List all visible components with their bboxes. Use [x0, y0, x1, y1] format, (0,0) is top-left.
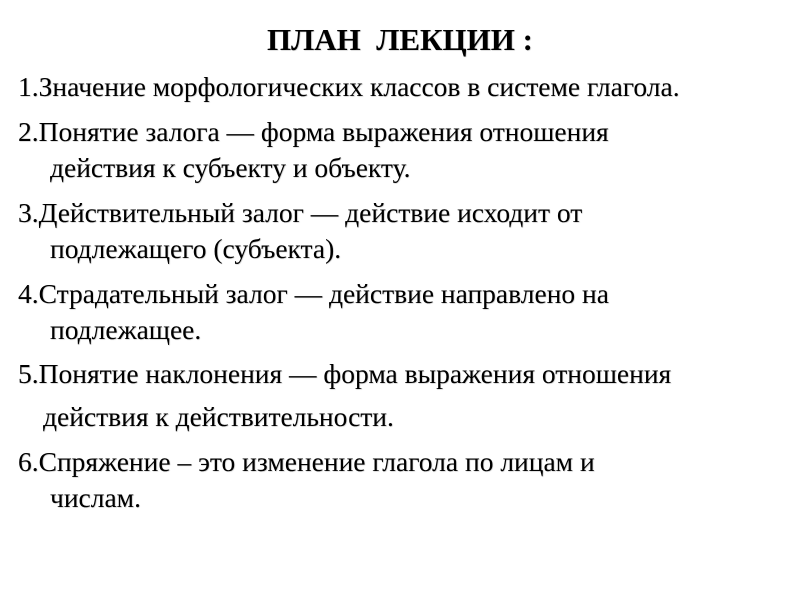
plan-item-5-line-2: действия к действительности. — [43, 401, 394, 432]
plan-item-4-line-2: подлежащее. — [50, 314, 202, 345]
plan-item-2-line-2: действия к субъекту и объекту. — [50, 152, 411, 183]
plan-item-5-line-1: 5.Понятие наклонения — форма выражения отношения — [18, 358, 672, 389]
plan-item-6-line-1: 6.Спряжение – это изменение глагола по лицам и — [18, 446, 595, 477]
plan-item-3-line-2: подлежащего (субъекта). — [50, 233, 342, 264]
plan-item-4-line-1: 4.Страдательный залог — действие направлено на — [18, 278, 609, 309]
plan-item-2-line-1: 2.Понятие залога — форма выражения отношения — [18, 116, 609, 147]
plan-item-6-line-2: числам. — [50, 482, 141, 513]
plan-item-1-line-1: 1.Значение морфологических классов в системе глагола. — [18, 71, 680, 102]
slide-title: ПЛАН ЛЕКЦИИ : — [267, 22, 533, 57]
plan-item-3-line-1: 3.Действительный залог — действие исходит от — [18, 197, 583, 228]
